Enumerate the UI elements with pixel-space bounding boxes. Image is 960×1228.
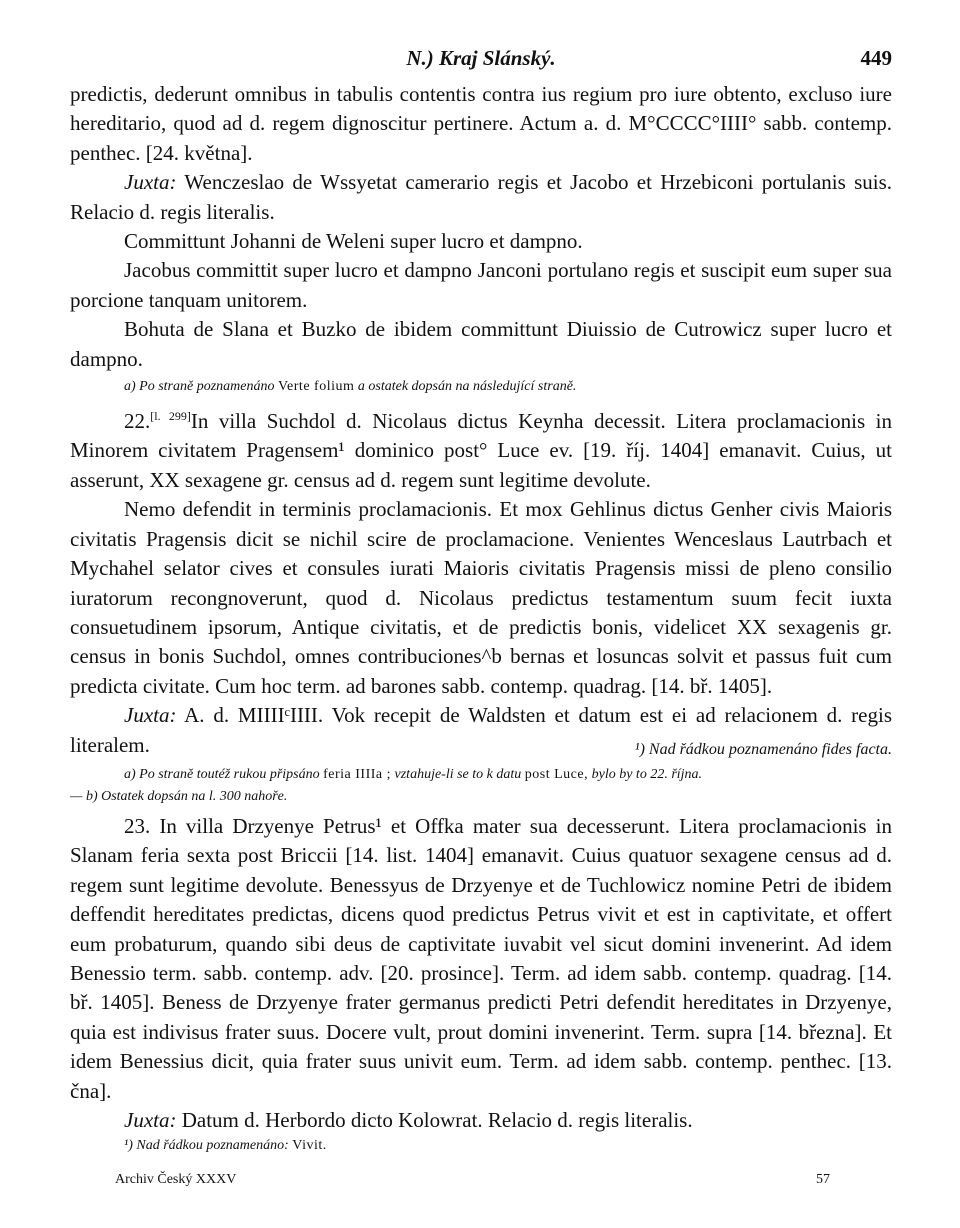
footnote-a2-end: bylo by to 22. října. xyxy=(591,766,703,782)
footnote-a1-text: a) Po straně poznamenáno xyxy=(124,379,275,395)
entry-22 xyxy=(70,402,892,495)
footer-publication: Archiv Český XXXV xyxy=(115,1172,237,1187)
paragraph-4: Jacobus committit super lucro et dampno Janconi portulano regis et suscipit eum super sua porcione tanquam unitorem. xyxy=(70,258,892,312)
inline-note: ¹) Nad řádkou poznamenáno fides facta. xyxy=(634,740,892,758)
entry-22-text: In villa Suchdol d. Nicolaus dictus Keynha decessit. Litera proclamacionis in Minorem civitatem Pragensem¹ dominico post° Luce ev. [19. říj. 1404] emanavit. Cuius, ut asserunt, XX sexagene gr. census ad d. regem sunt legitime devolute. xyxy=(70,409,892,492)
juxta-label: Juxta: xyxy=(124,703,177,728)
footnote-a1-quote: Verte folium xyxy=(278,379,355,395)
footer-sheet-number: 57 xyxy=(816,1172,830,1187)
footnote-a2 xyxy=(70,764,892,786)
footnote-a1 xyxy=(70,376,892,398)
page-header xyxy=(70,40,892,80)
paragraph-2-text: Wenczeslao de Wssyetat camerario regis et Jacobo et Hrzebiconi portulanis suis. Relacio d. regis literalis. xyxy=(70,170,892,224)
footnote-final xyxy=(70,1135,892,1157)
folio-ref: [l. 299] xyxy=(150,409,191,424)
footnote-a1-end: a ostatek dopsán na následující straně. xyxy=(357,379,577,395)
paragraph-juxta-3 xyxy=(70,1106,892,1135)
document-page xyxy=(70,40,892,1157)
footnote-block-2 xyxy=(70,764,892,808)
juxta-label: Juxta: xyxy=(124,170,177,195)
footnote-block-1 xyxy=(70,376,892,398)
paragraph-3: Committunt Johanni de Weleni super lucro et dampno. xyxy=(124,229,583,254)
paragraph-5: Bohuta de Slana et Buzko de ibidem committunt Diuissio de Cutrowicz super lucro et dampno. xyxy=(70,317,892,371)
page-footer xyxy=(115,1172,890,1192)
entry-number: 22. xyxy=(124,409,151,434)
footnote-b: — b) Ostatek dopsán na l. 300 nahoře. xyxy=(70,788,288,804)
entry-23 xyxy=(70,812,892,1106)
paragraph-8-text: A. d. MIIIIᶜIIII. Vok recepit de Waldsten et datum est ei ad relacionem d. regis literalem. xyxy=(70,703,892,757)
paragraph-1: predictis, dederunt omnibus in tabulis contentis contra ius regium pro iure obtento, excluso iure hereditario, quod ad d. regem dignoscitur pertinere. Actum a. d. M°CCCC°IIII° sabb. contemp. penthec. [24. května]. xyxy=(70,82,892,165)
paragraph-juxta-1 xyxy=(70,168,892,227)
footnote-final-quote: Vivit. xyxy=(292,1138,327,1154)
footnote-a2-text: a) Po straně toutéž rukou připsáno xyxy=(124,766,320,782)
entry-23-text: In villa Drzyenye Petrus¹ et Offka mater sua decesserunt. Litera proclamacionis in Slanam feria sexta post Briccii [14. list. 1404] emanavit. Cuius quatuor sexagene census ad d. regem sunt legitime devolute. Benessyus de Drzyenye et de Tuchlowicz nomine Petri de ibidem deffendit hereditates predictas, dicens quod predictus Petrus vivit et est in captivitate, et offert eum probaturum, quando sibi deus de captivitate iuvabit vel sicut domini invenerint. Ad idem Benessio term. sabb. contemp. adv. [20. prosince]. Term. ad idem sabb. contemp. quadrag. [14. bř. 1405]. Beness de Drzyenye frater germanus predicti Petri defendit hereditates in Drzyenye, quia est indivisus frater suus. Docere vult, prout domini invenerint. Term. supra [14. března]. Et idem Benessius dicit, quia frater suus univit eum. Term. ad idem sabb. contemp. penthec. [13. čna]. xyxy=(70,813,892,1103)
page-number: 449 xyxy=(860,46,892,70)
footnote-a2-quote-2: post Luce, xyxy=(524,766,589,782)
entry-number: 23. xyxy=(124,813,151,838)
footnote-a2-quote: feria IIIIa ; xyxy=(323,766,392,782)
running-title: N.) Kraj Slánský. xyxy=(406,46,556,70)
juxta-label: Juxta: xyxy=(124,1108,177,1132)
footnote-a2-mid: vztahuje-li se to k datu xyxy=(394,766,522,782)
footnote-final-text: ¹) Nad řádkou poznamenáno: xyxy=(124,1138,289,1154)
paragraph-10-text: Datum d. Herbordo dicto Kolowrat. Relacio d. regis literalis. xyxy=(181,1108,693,1132)
paragraph-7: Nemo defendit in terminis proclamacionis. Et mox Gehlinus dictus Genher civis Maioris civitatis Pragensis dicit se nichil scire de proclamacione. Venientes Wenceslaus Lautrbach et Mychahel selator cives et consules iurati Maioris civitatis Pragensis missi de pleno consilio iuratorum recongnoverunt, quod d. Nicolaus predictus testamentum suum fecit iuxta consuetudinem ipsorum, Antique civitatis, et de predictis bonis, videlicet XX sexagenis gr. census in bonis Suchdol, omnes contribuciones^b bernas et losuncas solvit et passus fuit cum predicta civitate. Cum hoc term. ad barones sabb. contemp. quadrag. [14. bř. 1405]. xyxy=(70,497,892,698)
paragraph-juxta-2 xyxy=(70,701,892,760)
